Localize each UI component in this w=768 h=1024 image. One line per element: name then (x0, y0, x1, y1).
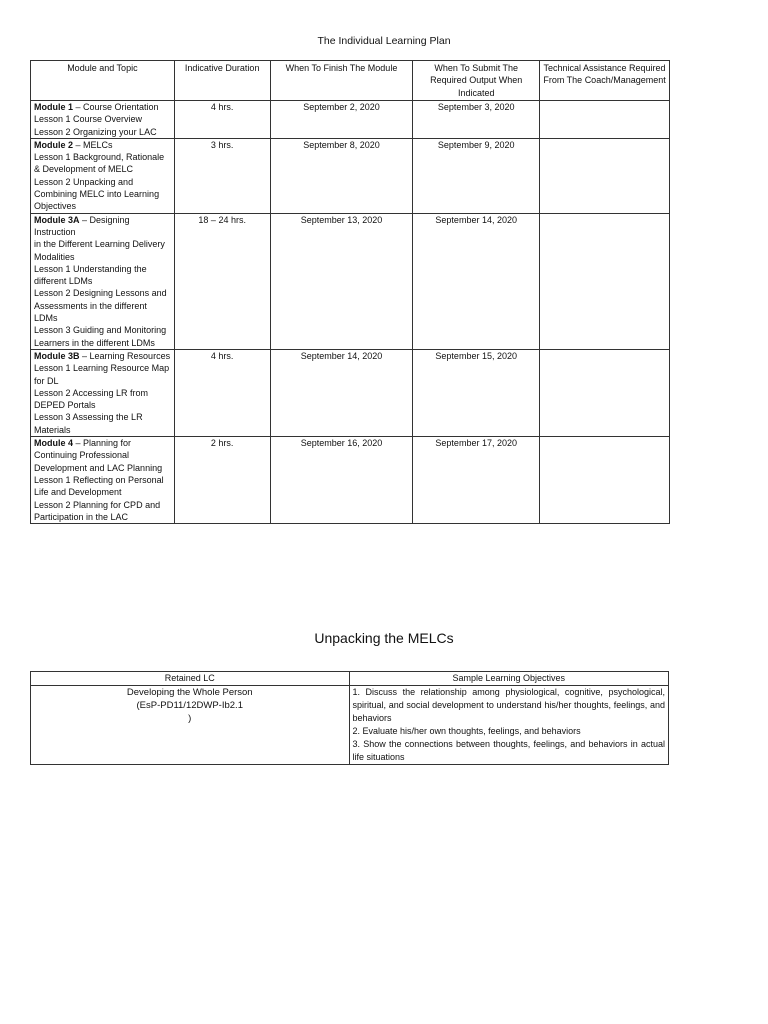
module-topic: – Course Orientation (73, 102, 159, 112)
header-retained-lc: Retained LC (31, 672, 350, 686)
lesson-line: Lesson 1 Background, Rationale (34, 152, 165, 163)
module-topic: – Learning Resources (79, 350, 171, 361)
assistance-cell (540, 138, 670, 213)
lesson-line: different LDMs (34, 276, 93, 287)
lc-code: (EsP-PD11/12DWP-Ib2.1 (136, 700, 243, 711)
lc-line: ) (188, 713, 192, 724)
lesson-line: in the Different Learning Delivery (34, 239, 165, 250)
table-row (31, 213, 670, 349)
header-finish: When To Finish The Module (270, 61, 413, 101)
module-heading (34, 214, 171, 239)
module-topic: – Planning for (73, 438, 132, 449)
finish-date-cell: September 8, 2020 (270, 138, 413, 213)
submit-date-cell: September 3, 2020 (413, 101, 540, 139)
lesson-line: Lesson 3 Guiding and Monitoring (34, 325, 167, 336)
lesson-line: Lesson 2 Unpacking and (34, 176, 134, 187)
melc-table (30, 671, 669, 765)
lesson-line: Objectives (34, 201, 77, 212)
submit-date-cell: September 9, 2020 (413, 138, 540, 213)
assistance-cell (540, 437, 670, 524)
module-name: Module 3A (34, 214, 80, 225)
table-row (31, 138, 670, 213)
assistance-cell (540, 349, 670, 436)
lesson-line: Lesson 1 Course Overview (34, 114, 143, 125)
objective-item: 1. Discuss the relationship among physiological, cognitive, psychological, spiritual, and social development to understand his/her thoughts, feelings, and behaviors (352, 687, 665, 723)
module-topic-cell (31, 437, 175, 524)
lesson-line: DEPED Portals (34, 400, 96, 411)
header-module-topic: Module and Topic (31, 61, 175, 101)
header-duration: Indicative Duration (174, 61, 270, 101)
duration-cell: 3 hrs. (174, 138, 270, 213)
module-name: Module 2 (34, 139, 74, 150)
module-topic-cell (31, 101, 175, 139)
header-submit: When To Submit The Required Output When Indicated (413, 61, 540, 101)
lesson-line: Development and LAC Planning (34, 462, 163, 473)
duration-cell: 4 hrs. (174, 101, 270, 139)
objective-item: 3. Show the connections between thoughts, feelings, and behaviors in actual life situations (352, 739, 665, 762)
finish-date-cell: September 16, 2020 (270, 437, 413, 524)
lesson-line: Lesson 1 Reflecting on Personal (34, 474, 164, 485)
table-header-row (31, 672, 669, 686)
module-heading (34, 139, 171, 151)
objective-item: 2. Evaluate his/her own thoughts, feelings, and behaviors (352, 726, 581, 736)
header-objectives: Sample Learning Objectives (349, 672, 669, 686)
assistance-cell (540, 101, 670, 139)
assistance-cell (540, 213, 670, 349)
submit-date-cell: September 17, 2020 (413, 437, 540, 524)
duration-cell: 4 hrs. (174, 349, 270, 436)
learning-plan-table (30, 60, 670, 524)
module-topic: – MELCs (73, 139, 113, 150)
lesson-line: Lesson 1 Understanding the (34, 263, 147, 274)
lesson-line: Learners in the different LDMs (34, 337, 155, 348)
lesson-line: Assessments in the different (34, 300, 147, 311)
module-heading (34, 101, 171, 113)
lesson-line: Lesson 2 Designing Lessons and (34, 288, 167, 299)
lesson-line: Modalities (34, 251, 75, 262)
lesson-line: Lesson 2 Planning for CPD and (34, 499, 161, 510)
melc-title: Unpacking the MELCs (314, 630, 454, 646)
lesson-line: Lesson 1 Learning Resource Map (34, 363, 170, 374)
duration-cell: 2 hrs. (174, 437, 270, 524)
lesson-line: Lesson 3 Assessing the LR (34, 412, 143, 423)
lesson-line: & Development of MELC (34, 164, 134, 175)
module-topic-cell (31, 349, 175, 436)
module-name: Module 4 (34, 438, 74, 449)
table-header-row (31, 61, 670, 101)
submit-date-cell: September 15, 2020 (413, 349, 540, 436)
finish-date-cell: September 14, 2020 (270, 349, 413, 436)
module-name: Module 1 (34, 102, 74, 112)
lesson-line: Materials (34, 424, 71, 435)
table-row (31, 437, 670, 524)
lesson-line: Lesson 2 Accessing LR from (34, 387, 149, 398)
objectives-cell (349, 686, 669, 765)
table-row (31, 101, 670, 139)
lesson-line: LDMs (34, 313, 58, 324)
module-name: Module 3B (34, 350, 80, 361)
lesson-line: Participation in the LAC (34, 511, 129, 522)
lesson-line: Life and Development (34, 487, 122, 498)
lc-line: Developing the Whole Person (126, 687, 253, 698)
finish-date-cell: September 2, 2020 (270, 101, 413, 139)
module-heading (34, 350, 171, 362)
lesson-line: Continuing Professional (34, 450, 130, 461)
module-topic-cell (31, 213, 175, 349)
submit-date-cell: September 14, 2020 (413, 213, 540, 349)
finish-date-cell: September 13, 2020 (270, 213, 413, 349)
module-topic: – Designing Instruction (34, 214, 130, 237)
module-topic-cell (31, 138, 175, 213)
lesson-line: Combining MELC into Learning (34, 189, 160, 200)
table-row (31, 686, 669, 765)
lesson-line: Lesson 2 Organizing your LAC (34, 126, 157, 137)
header-assistance: Technical Assistance Required From The Coach/Management (540, 61, 670, 101)
table-row (31, 349, 670, 436)
plan-title: The Individual Learning Plan (317, 35, 451, 47)
lesson-line: for DL (34, 375, 59, 386)
module-heading (34, 437, 171, 449)
duration-cell: 18 – 24 hrs. (174, 213, 270, 349)
retained-lc-cell (31, 686, 350, 765)
